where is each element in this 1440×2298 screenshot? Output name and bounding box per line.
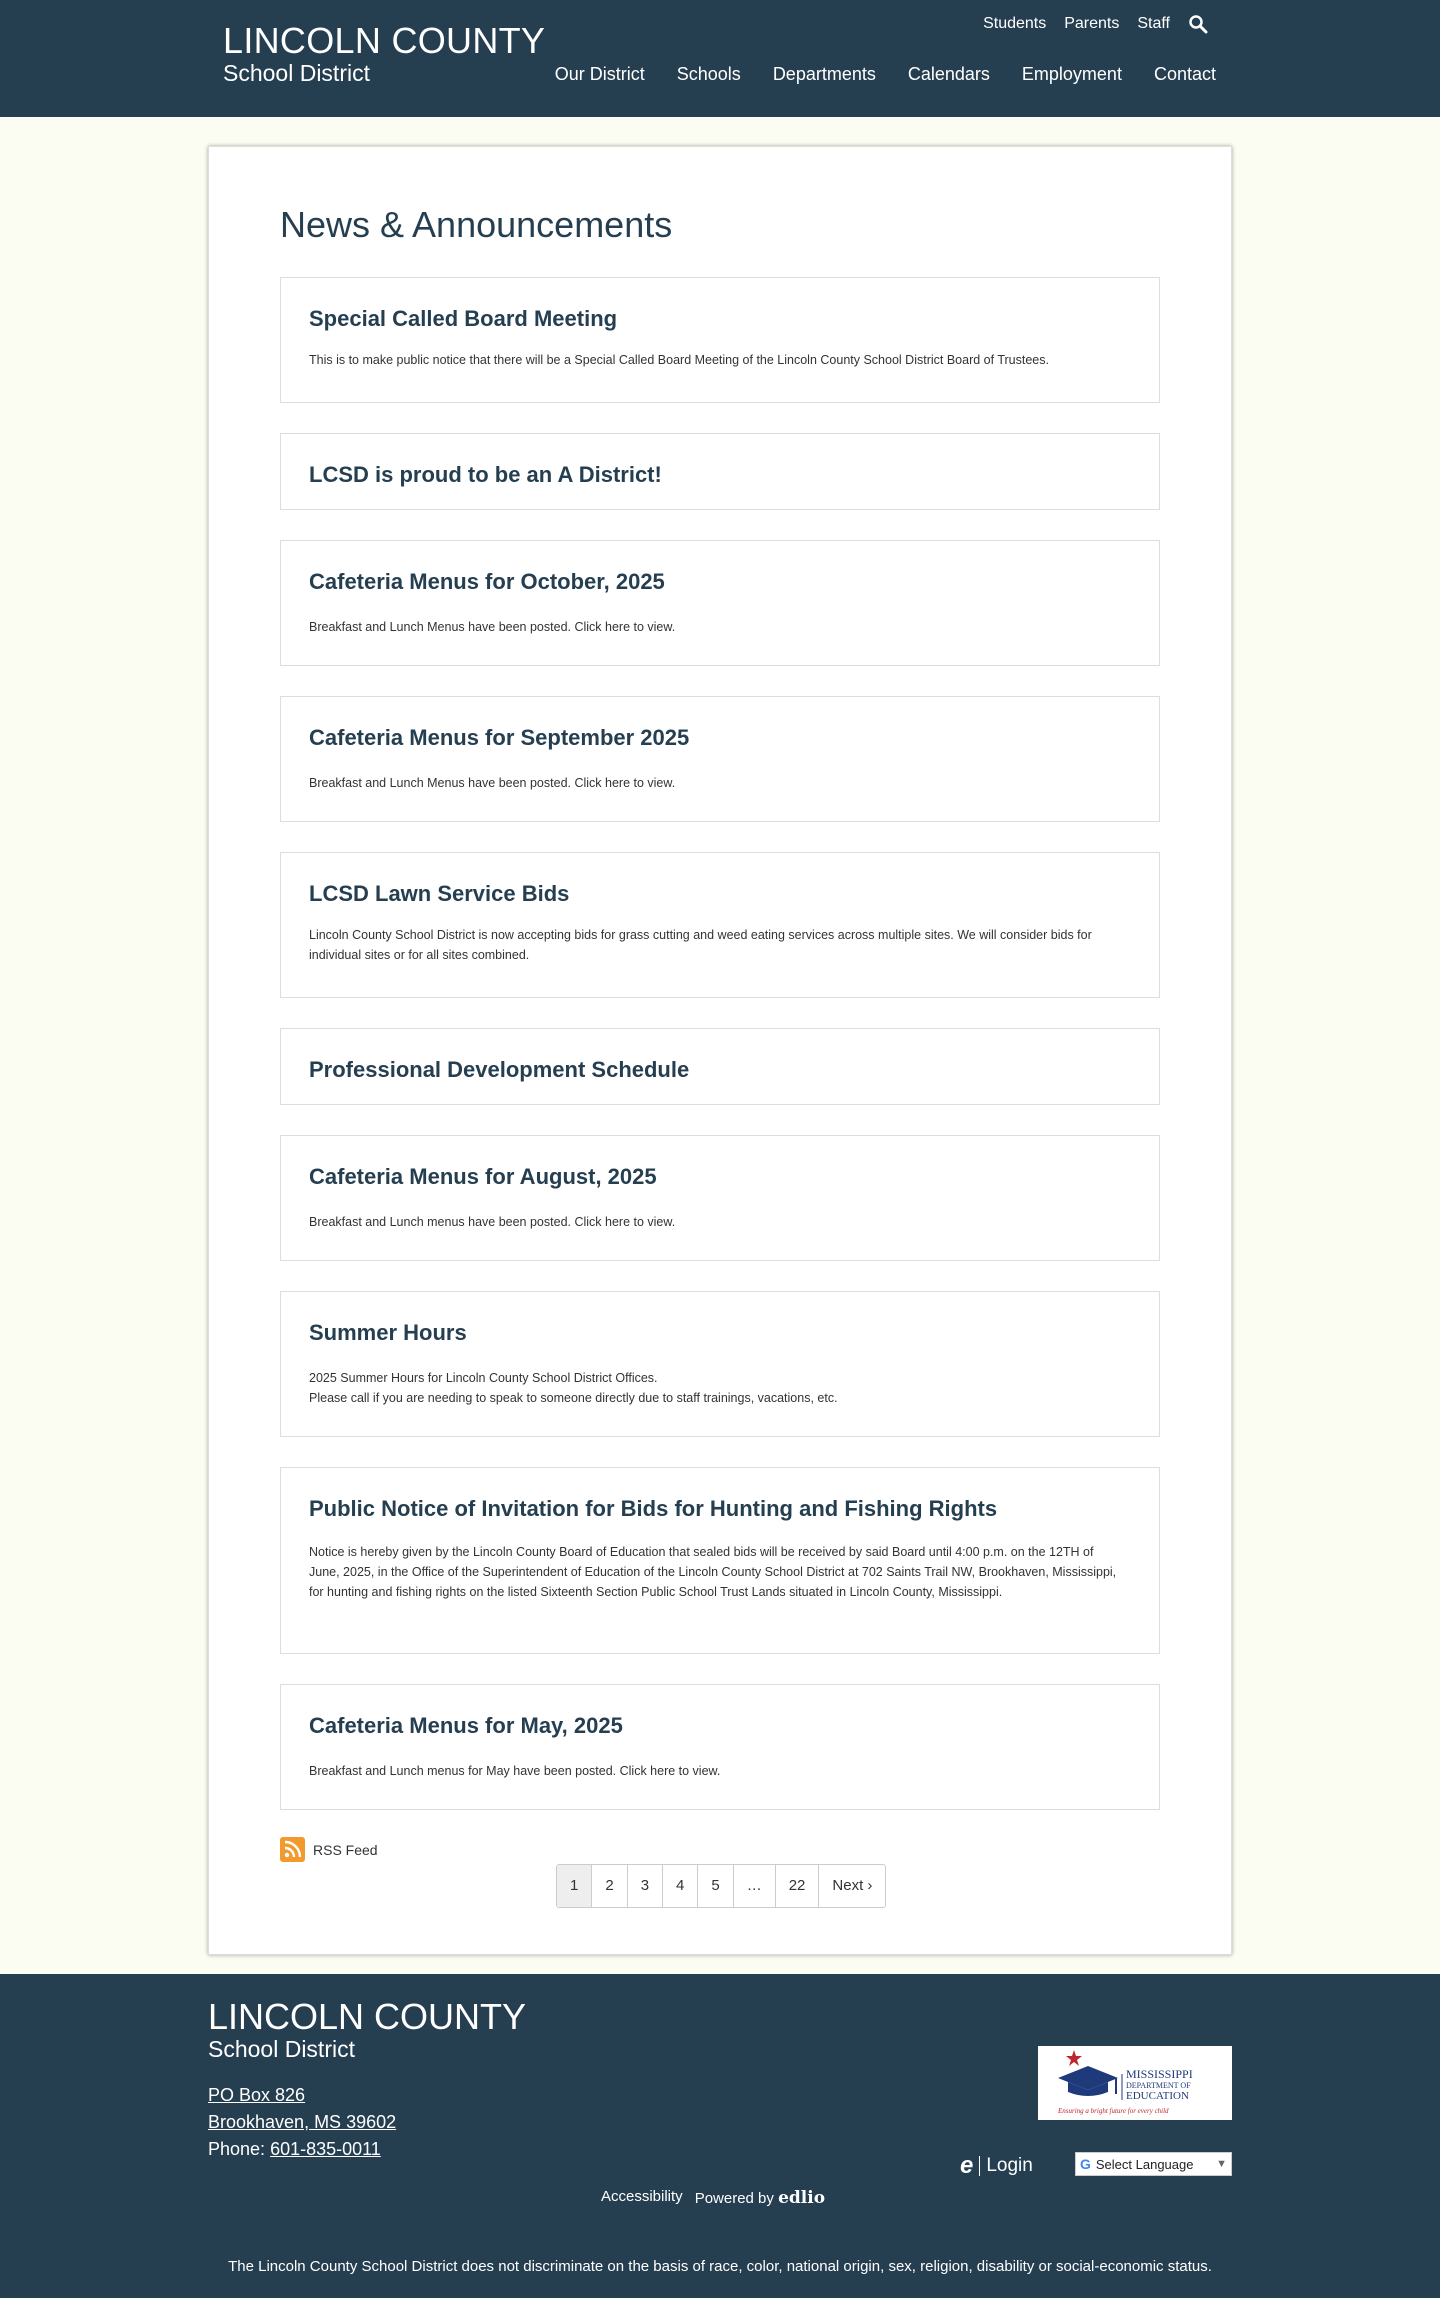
news-title[interactable]: Cafeteria Menus for October, 2025 xyxy=(309,569,665,594)
logo-line1: LINCOLN COUNTY xyxy=(223,20,546,61)
edlio-e-icon: e xyxy=(960,2152,974,2179)
news-item[interactable] xyxy=(280,1684,1160,1810)
news-body: 2025 Summer Hours for Lincoln County School District Offices. xyxy=(309,1371,658,1385)
news-item[interactable] xyxy=(280,1291,1160,1437)
site-header xyxy=(0,0,1440,117)
news-title[interactable]: Cafeteria Menus for August, 2025 xyxy=(309,1164,657,1189)
nav-contact[interactable]: Contact xyxy=(1153,64,1216,84)
site-logo[interactable] xyxy=(223,22,545,86)
news-item[interactable] xyxy=(280,1467,1160,1654)
address-line1[interactable]: PO Box 826 xyxy=(208,2085,306,2105)
news-title[interactable]: LCSD is proud to be an A District! xyxy=(309,462,662,487)
language-label: Select Language xyxy=(1095,2156,1194,2172)
page-ellipsis: … xyxy=(734,1865,776,1907)
news-item[interactable] xyxy=(280,696,1160,822)
page-22[interactable]: 22 xyxy=(776,1865,820,1907)
news-body: Breakfast and Lunch Menus have been posted. Click here to view. xyxy=(309,776,676,790)
news-body: Breakfast and Lunch menus for May have been posted. Click here to view. xyxy=(309,1764,721,1778)
news-title[interactable]: Professional Development Schedule xyxy=(309,1057,690,1082)
search-icon[interactable] xyxy=(1188,14,1208,34)
mde-line3: EDUCATION xyxy=(1126,2090,1189,2102)
utility-link-students[interactable]: Students xyxy=(983,15,1047,32)
news-item[interactable] xyxy=(280,540,1160,666)
utility-link-parents[interactable]: Parents xyxy=(1064,15,1120,32)
content-card xyxy=(208,146,1232,1955)
dropdown-arrow-icon: ▼ xyxy=(1216,2158,1227,2170)
news-item[interactable] xyxy=(280,1028,1160,1105)
mde-logo[interactable] xyxy=(1038,2046,1232,2120)
pagination xyxy=(556,1864,886,1908)
divider xyxy=(979,2156,980,2176)
news-body: This is to make public notice that there will be a Special Called Board Meeting of the Lincoln County School District Board of Trustees. xyxy=(309,353,1049,367)
nondiscrimination-notice: The Lincoln County School District does not discriminate on the basis of race, color, national origin, sex, religion, disability or social-economic status. xyxy=(228,2258,1212,2275)
phone-label: Phone: xyxy=(208,2139,271,2159)
page-1[interactable]: 1 xyxy=(557,1865,592,1907)
news-item[interactable] xyxy=(280,852,1160,998)
login-link[interactable] xyxy=(960,2152,1033,2180)
page-5[interactable]: 5 xyxy=(698,1865,733,1907)
news-title[interactable]: Summer Hours xyxy=(309,1320,467,1345)
rss-feed-link[interactable] xyxy=(280,1837,378,1862)
logo-line2: School District xyxy=(223,60,370,86)
news-title[interactable]: Public Notice of Invitation for Bids for Hunting and Fishing Rights xyxy=(309,1496,998,1521)
news-item[interactable] xyxy=(280,277,1160,403)
utility-link-staff[interactable]: Staff xyxy=(1137,15,1170,32)
page-2[interactable]: 2 xyxy=(592,1865,627,1907)
site-footer xyxy=(0,1974,1440,2298)
news-title[interactable]: LCSD Lawn Service Bids xyxy=(309,881,570,906)
news-body: Breakfast and Lunch Menus have been posted. Click here to view. xyxy=(309,620,676,634)
address-line2[interactable]: Brookhaven, MS 39602 xyxy=(208,2112,397,2132)
footer-links xyxy=(601,2188,825,2208)
rss-icon xyxy=(280,1837,305,1862)
utility-nav xyxy=(983,14,1208,34)
mde-tagline: Ensuring a bright future for every child xyxy=(1058,2107,1169,2115)
rss-label: RSS Feed xyxy=(313,1841,378,1858)
news-title[interactable]: Cafeteria Menus for September 2025 xyxy=(309,725,690,750)
nav-departments[interactable]: Departments xyxy=(772,64,876,84)
news-title[interactable]: Special Called Board Meeting xyxy=(309,306,618,331)
news-item[interactable] xyxy=(280,433,1160,510)
news-title[interactable]: Cafeteria Menus for May, 2025 xyxy=(309,1713,623,1738)
page-4[interactable]: 4 xyxy=(663,1865,698,1907)
powered-by[interactable] xyxy=(695,2188,825,2208)
powered-label: Powered by xyxy=(694,2190,774,2207)
page-title: News & Announcements xyxy=(280,204,673,245)
footer-address xyxy=(208,2082,396,2163)
footer-logo[interactable] xyxy=(208,1998,526,2062)
mde-line2: DEPARTMENT OF xyxy=(1126,2081,1191,2090)
nav-calendars[interactable]: Calendars xyxy=(907,64,990,84)
news-body: Notice is hereby given by the Lincoln County Board of Education that sealed bids will be received by said Board until 4:00 p.m. on the 12TH of June, 2025, in the Office of the Superintendent of Education of the Lincoln County School District at 702 Saints Trail NW, Brookhaven, Mississippi, for hunting and fishing rights on the listed Sixteenth Section Public School Trust Lands situated in Lincoln County, Mississippi. xyxy=(309,1545,1117,1599)
footer-logo-line2: School District xyxy=(208,2036,355,2062)
mde-line1: MISSISSIPPI xyxy=(1126,2067,1193,2081)
news-item[interactable] xyxy=(280,1135,1160,1261)
next-page-button[interactable]: Next › xyxy=(832,1877,873,1894)
language-select[interactable] xyxy=(1075,2152,1232,2176)
accessibility-link[interactable]: Accessibility xyxy=(601,2188,683,2205)
nav-schools[interactable]: Schools xyxy=(676,64,741,84)
nav-employment[interactable]: Employment xyxy=(1021,64,1122,84)
phone-link[interactable]: 601-835-0011 xyxy=(270,2139,381,2159)
footer-logo-line1: LINCOLN COUNTY xyxy=(208,1996,527,2037)
news-body: Breakfast and Lunch menus have been posted. Click here to view. xyxy=(309,1215,676,1229)
main-nav xyxy=(555,64,1216,85)
google-icon: G xyxy=(1080,2156,1091,2172)
news-body: Lincoln County School District is now accepting bids for grass cutting and weed eating services across multiple sites. We will consider bids for individual sites or for all sites combined. xyxy=(309,928,1092,962)
login-label: Login xyxy=(986,2155,1033,2176)
page-3[interactable]: 3 xyxy=(628,1865,663,1907)
edlio-brand: edlio xyxy=(778,2188,826,2208)
news-body-line2: Please call if you are needing to speak to someone directly due to staff trainings, vacations, etc. xyxy=(309,1391,838,1405)
nav-our-district[interactable]: Our District xyxy=(554,64,645,84)
